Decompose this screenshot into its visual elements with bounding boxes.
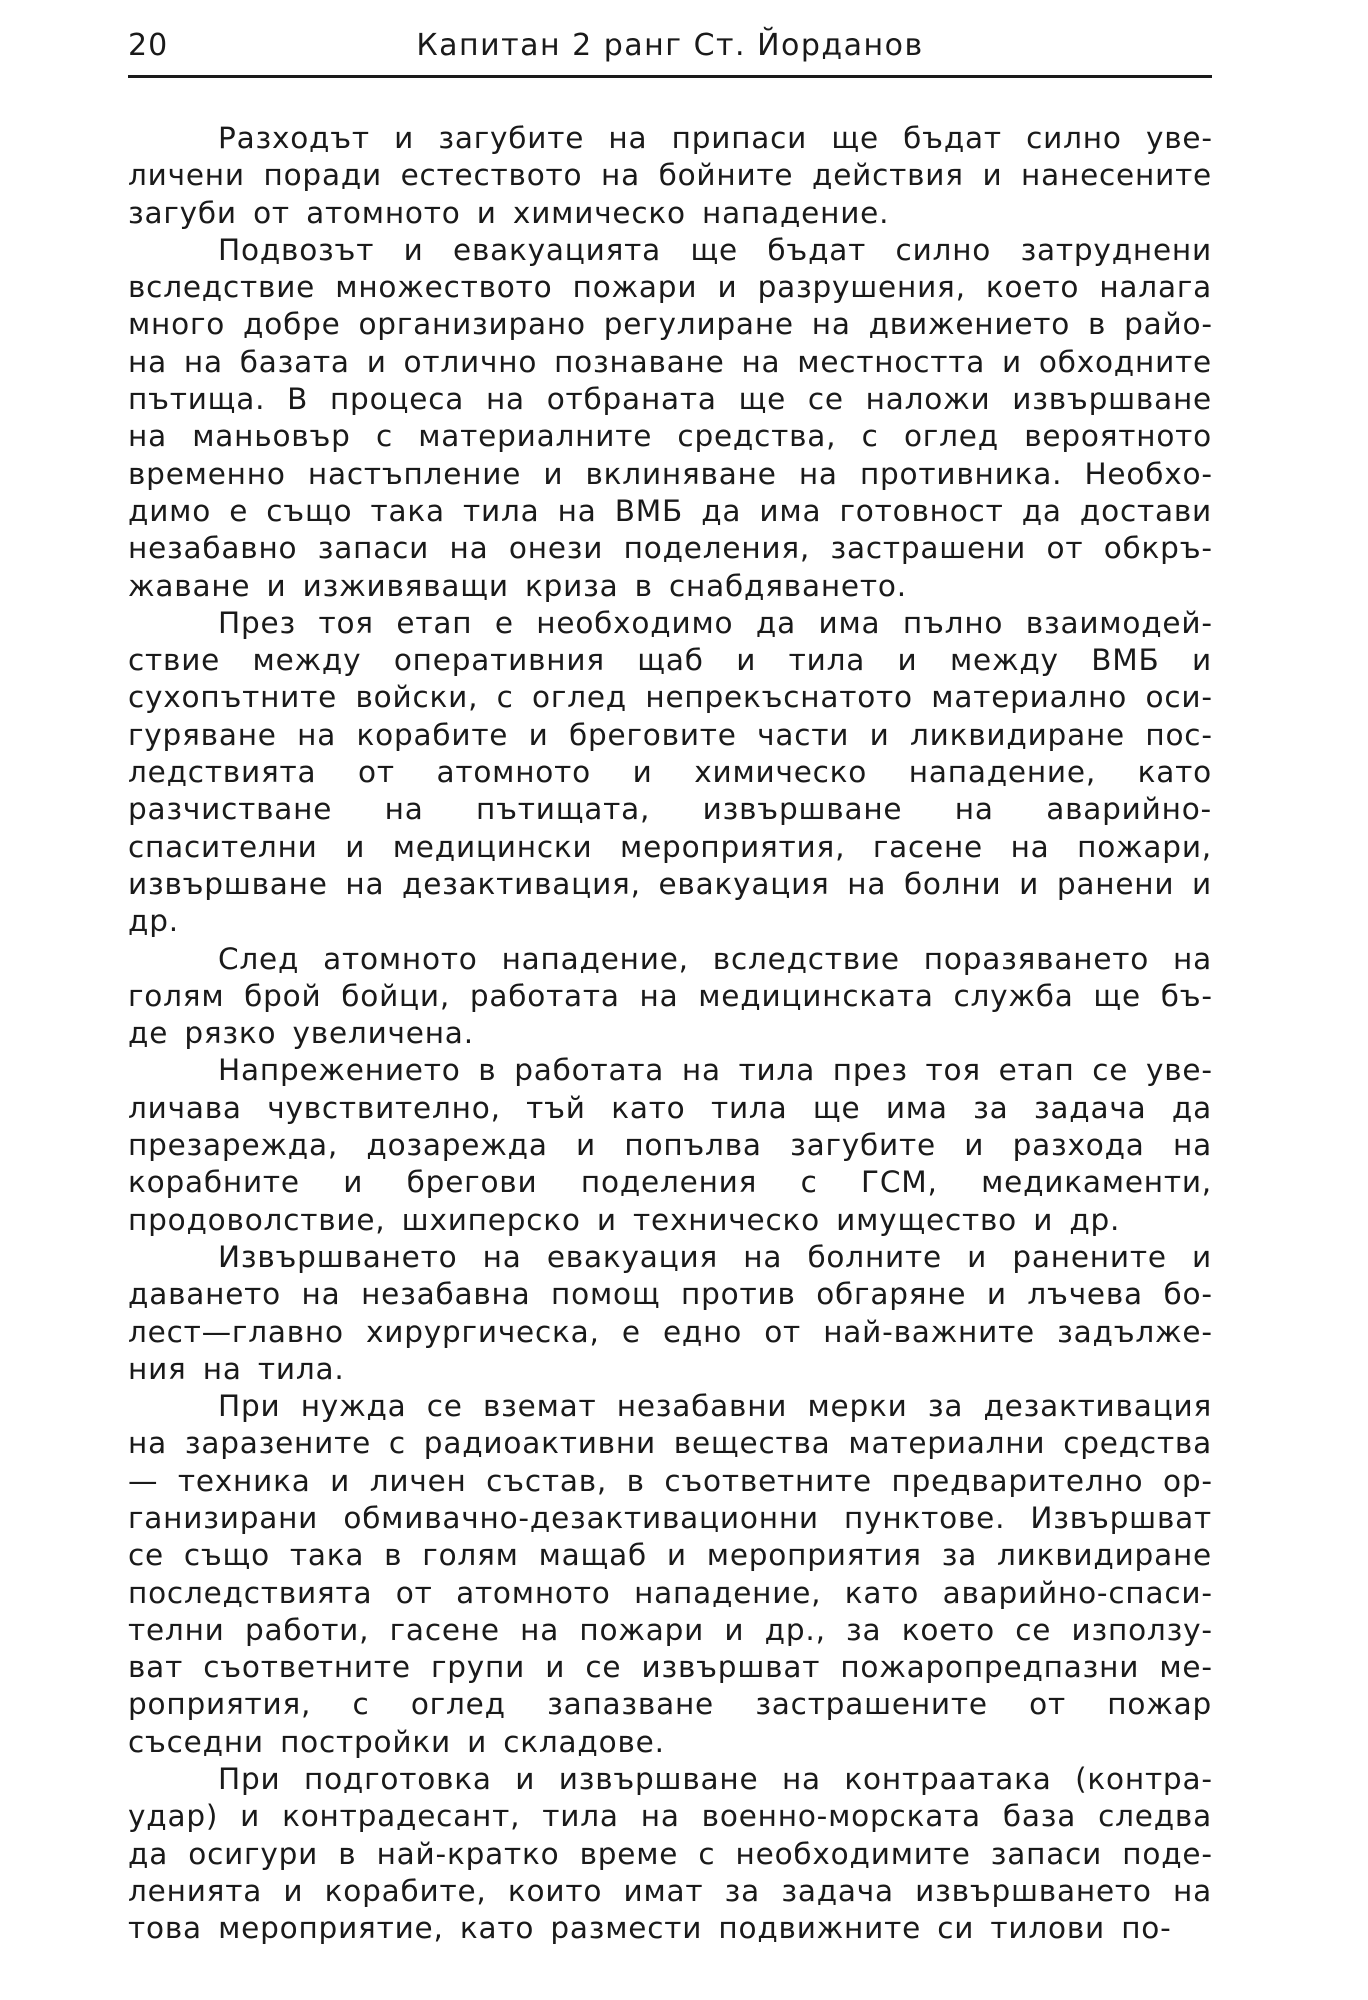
paragraph: Извършването на евакуация на болните и ранените и даването на незабавна помощ против обгаряне и лъчева болест—главно хирургическа, е едно от най-важните задължения на тила. [128,1239,1212,1386]
paragraph: При подготовка и извършване на контраатака (контраудар) и контрадесант, тила на военно-морската база следва да осигури в най-кратко време с необходимите запаси поделенията и корабите, които имат за задача извършването на това мероприятие, като размести подвижните си тилови по- [128,1762,1212,1946]
paragraph: Подвозът и евакуацията ще бъдат силно затруднени вследствие множеството пожари и разрушения, което налага много добре организирано регулиране на движението в района на базата и отлично познаване на местността и обходните пътища. В процеса на отбраната ще се наложи извършване на маньовър с материалните средства, с оглед вероятното временно настъпление и вклиняване на противника. Необходимо е също така тила на ВМБ да има готовност да достави незабавно запаси на онези поделения, застрашени от обкръжаване и изживяващи криза в снабдяването. [128,232,1212,603]
paragraph: Напрежението в работата на тила през тоя етап се увеличава чувствително, тъй като тила ще има за задача да презарежда, дозарежда и попълва загубите и разхода на корабните и брегови поделения с ГСМ, медикаменти, продоволствие, шхиперско и техническо имущество и др. [128,1053,1212,1237]
paragraph: При нужда се вземат незабавни мерки за дезактивация на заразените с радиоактивни вещества материални средства — техника и личен състав, в съответните предварително организирани обмивачно-дезактивационни пунктове. Извършват се също така в голям мащаб и мероприятия за ликвидиране последствията от атомното нападение, като аварийно-спасителни работи, гасене на пожари и др., за което се използуват съответните групи и се извършват пожаропредпазни мероприятия, с оглед запазване застрашените от пожар съседни постройки и складове. [128,1389,1212,1759]
body-text [128,120,1212,1948]
running-head [128,22,1212,78]
paragraph: Разходът и загубите на припаси ще бъдат силно увеличени поради естеството на бойните действия и нанесените загуби от атомното и химическо нападение. [128,121,1212,230]
page-number: 20 [128,28,169,63]
paragraph: След атомното нападение, вследствие поразяването на голям брой бойци, работата на медицинската служба ще бъде рязко увеличена. [128,941,1212,1051]
paragraph: През тоя етап е необходимо да има пълно взаимодействие между оперативния щаб и тила и между ВМБ и сухопътните войски, с оглед непрекъснатото материално осигуряване на корабите и бреговите части и ликвидиране последствията от атомното и химическо нападение, като разчистване на пътищата, извършване на аварийно-спасителни и медицински мероприятия, гасене на пожари, извършване на дезактивация, евакуация на болни и ранени и др. [128,605,1212,939]
running-title: Капитан 2 ранг Ст. Йорданов [416,28,924,63]
